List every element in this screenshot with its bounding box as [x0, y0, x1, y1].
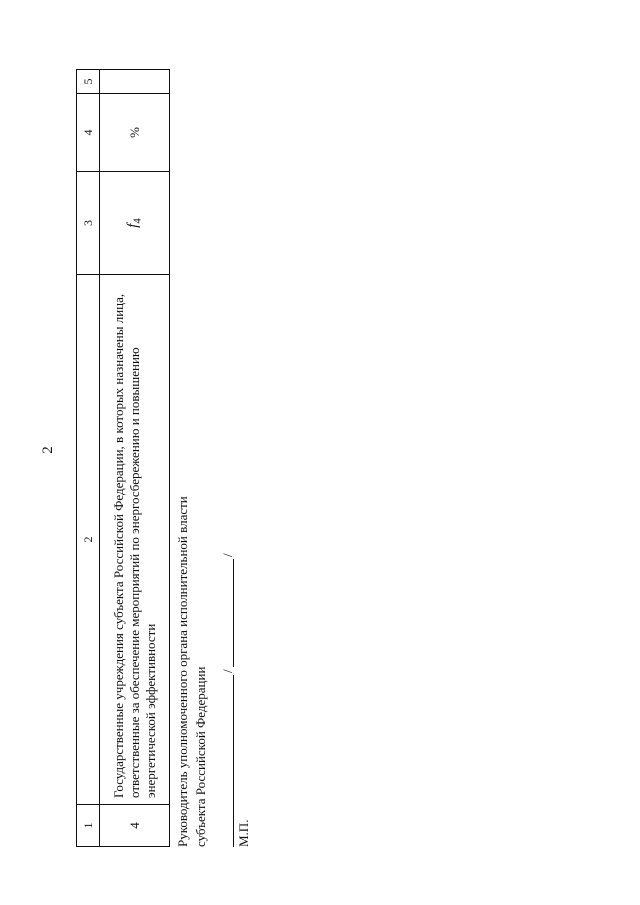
symbol-subscript: 4 — [131, 218, 144, 224]
header-cell-2: 2 — [77, 275, 100, 805]
signature-block — [174, 427, 210, 847]
row-number: 4 — [100, 805, 170, 847]
page-number: 2 — [40, 446, 56, 454]
symbol-base: f — [125, 223, 142, 228]
stamp-label: М.П. — [236, 819, 251, 847]
header-cell-5: 5 — [77, 70, 100, 94]
header-cell-1: 1 — [77, 805, 100, 847]
table-row — [100, 70, 170, 847]
row-unit: % — [100, 94, 170, 172]
table-header-row — [77, 70, 100, 847]
signature-slash: / — [220, 669, 235, 673]
row-symbol — [100, 172, 170, 275]
signature-lines — [216, 427, 236, 847]
row-description: Государственные учреждения субъекта Российской Федерации, в которых назначены лица, ответственные за обеспечение мероприятий по энергосбережению и повышению энергетической эффективности — [100, 275, 170, 805]
name-slash: / — [220, 553, 235, 557]
header-cell-4: 4 — [77, 94, 100, 172]
indicators-table — [76, 69, 170, 847]
row-value — [100, 70, 170, 94]
signature-title-line2: субъекта Российской Федерации — [193, 666, 208, 847]
signature-line — [233, 675, 234, 847]
name-line — [233, 559, 234, 667]
signature-title-line1: Руководитель уполномоченного органа исполнительной власти — [175, 496, 190, 847]
header-cell-3: 3 — [77, 172, 100, 275]
